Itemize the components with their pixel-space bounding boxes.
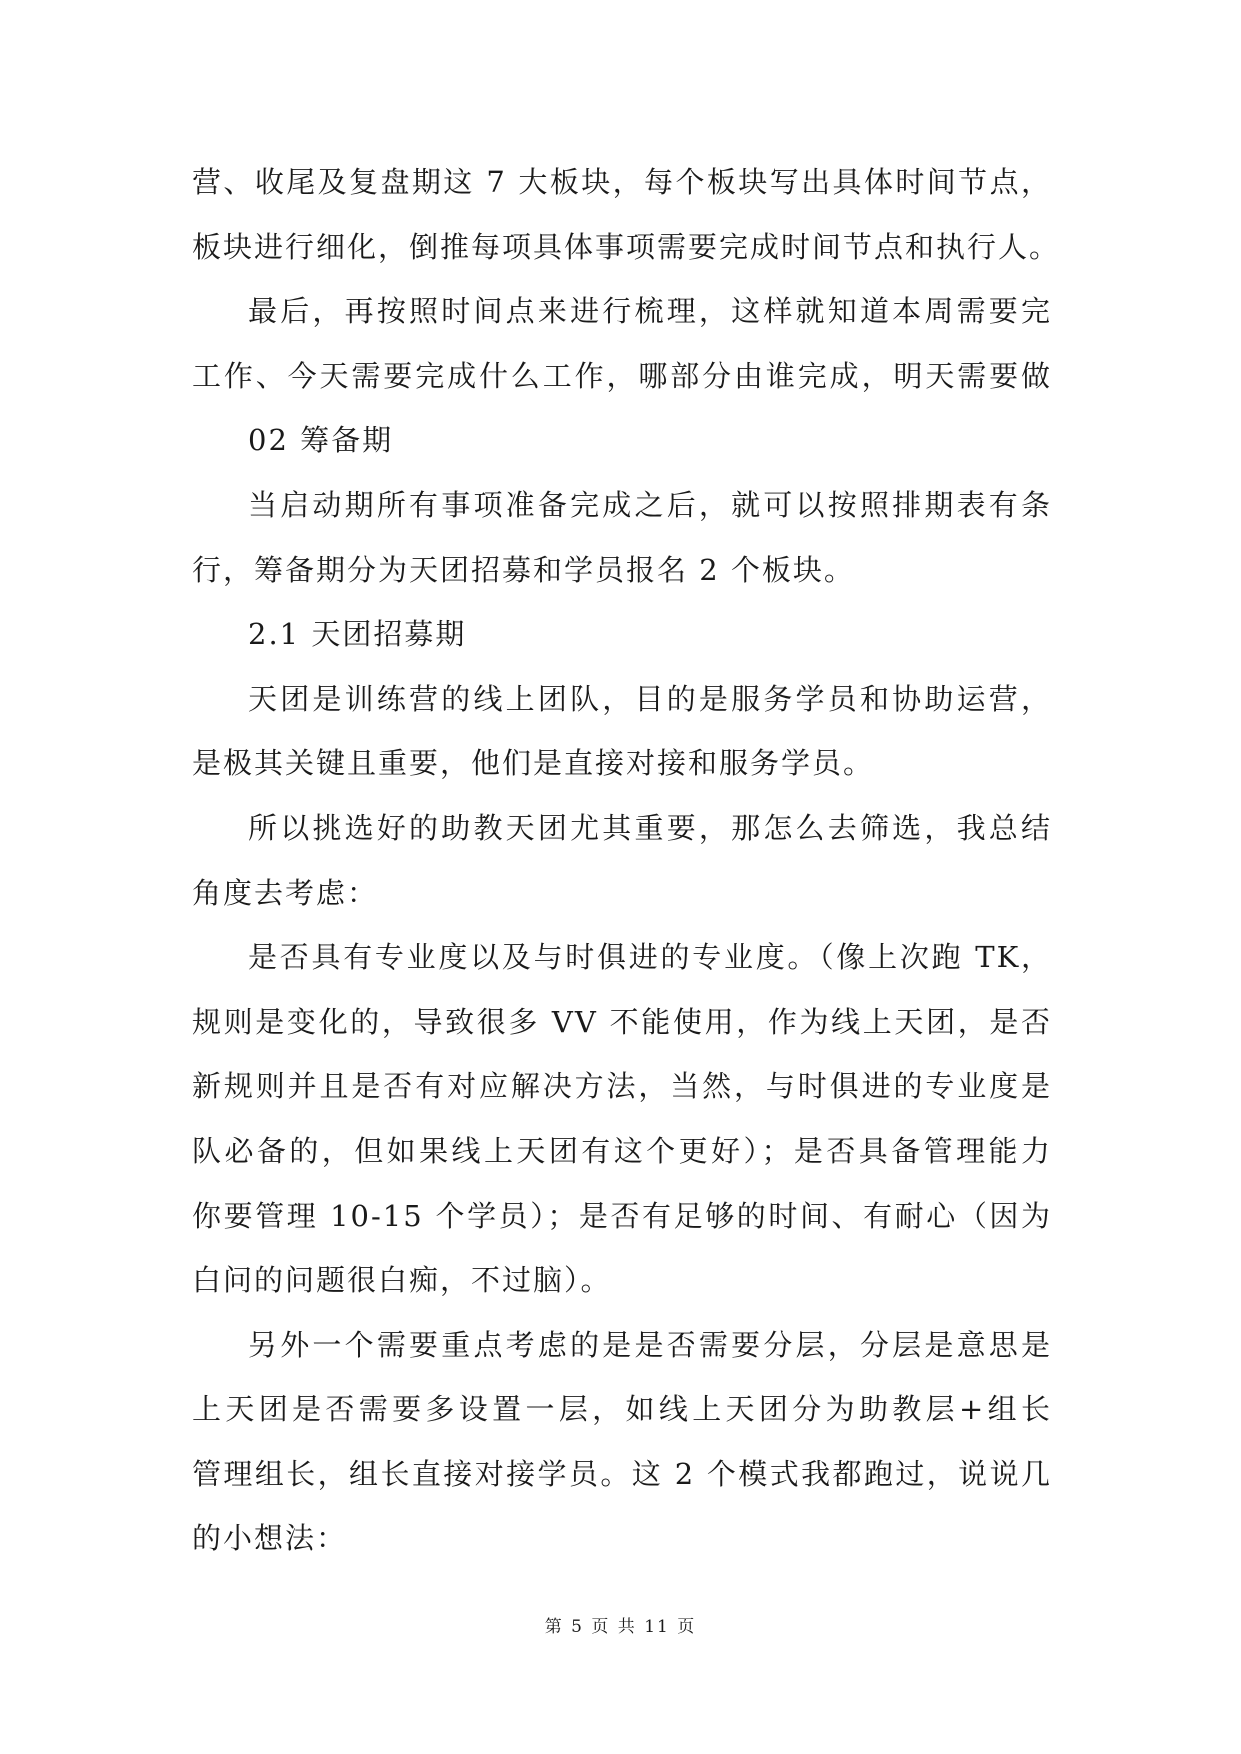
text-line: 工作、今天需要完成什么工作，哪部分由谁完成，明天需要做	[192, 358, 1052, 393]
text-line: 板块进行细化，倒推每项具体事项需要完成时间节点和执行人。	[192, 229, 1061, 264]
paragraph-start-line: 所以挑选好的助教天团尤其重要，那怎么去筛选，我总结	[248, 810, 1052, 845]
text-line: 新规则并且是否有对应解决方法，当然，与时俱进的专业度是	[192, 1069, 1052, 1104]
paragraph-start-line: 最后，再按照时间点来进行梳理，这样就知道本周需要完	[248, 294, 1052, 329]
text-line: 管理组长，组长直接对接学员。这 2 个模式我都跑过，说说几	[192, 1456, 1052, 1491]
subsection-heading: 2.1 天团招募期	[248, 617, 467, 652]
text-line: 上天团是否需要多设置一层，如线上天团分为助教层+组长	[192, 1392, 1052, 1427]
section-heading: 02 筹备期	[248, 423, 394, 458]
paragraph-start-line: 另外一个需要重点考虑的是是否需要分层，分层是意思是	[248, 1327, 1052, 1362]
text-line: 行，筹备期分为天团招募和学员报名 2 个板块。	[192, 552, 855, 587]
page-number-footer: 第 5 页 共 11 页	[544, 1617, 697, 1637]
text-line: 角度去考虑：	[192, 875, 379, 910]
text-line: 营、收尾及复盘期这 7 大板块，每个板块写出具体时间节点，	[192, 165, 1052, 199]
text-line: 白问的问题很白痴，不过脑）。	[192, 1263, 612, 1298]
text-line: 是极其关键且重要，他们是直接对接和服务学员。	[192, 746, 875, 781]
paragraph-start-line: 天团是训练营的线上团队，目的是服务学员和协助运营，	[248, 681, 1052, 716]
text-line: 规则是变化的，导致很多 VV 不能使用，作为线上天团，是否	[192, 1004, 1052, 1039]
document-body	[192, 150, 1061, 1571]
text-line: 你要管理 10-15 个学员）；是否有足够的时间、有耐心（因为	[192, 1198, 1052, 1233]
paragraph-start-line: 是否具有专业度以及与时俱进的专业度。（像上次跑 TK，	[248, 940, 1052, 975]
text-line: 的小想法：	[192, 1521, 348, 1556]
text-line: 队必备的，但如果线上天团有这个更好）；是否具备管理能力	[192, 1133, 1052, 1168]
paragraph-start-line: 当启动期所有事项准备完成之后，就可以按照排期表有条	[248, 487, 1052, 522]
